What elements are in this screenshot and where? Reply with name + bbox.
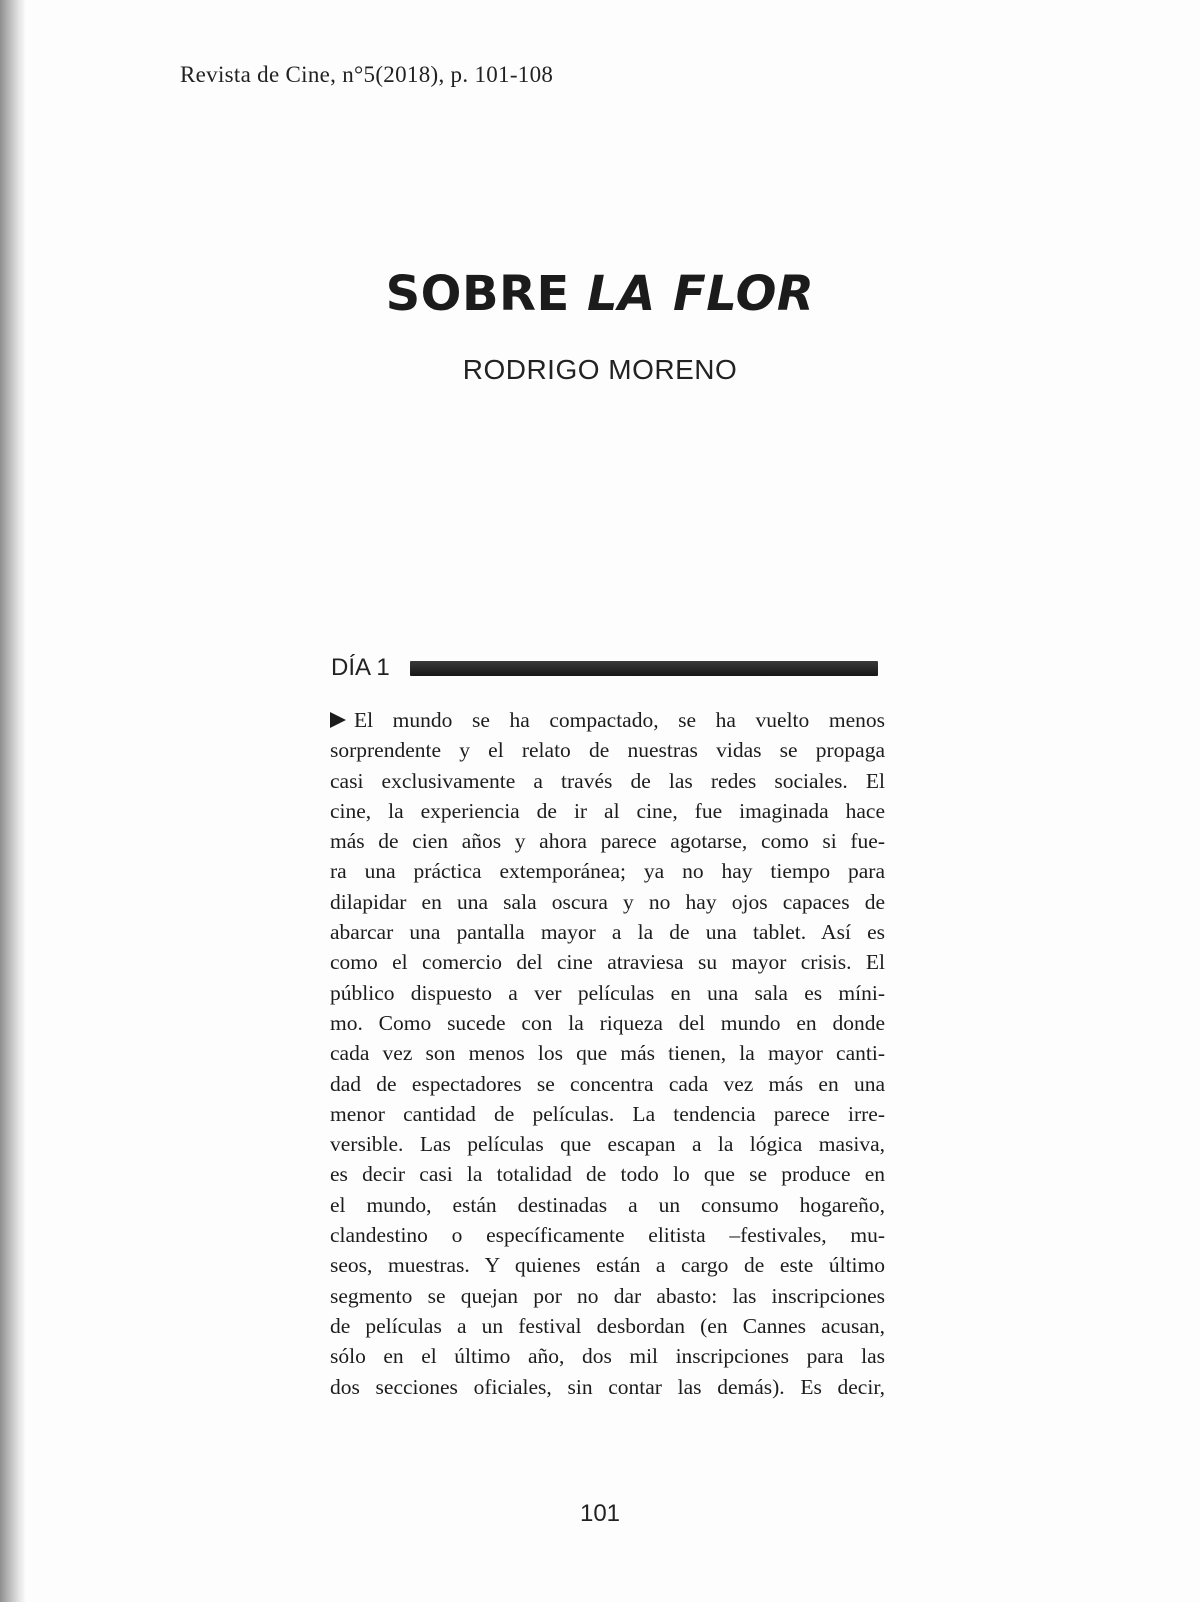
section-label: DÍA 1 (331, 654, 390, 681)
body-line: sólo en el último año, dos mil inscripciones para las (330, 1344, 885, 1369)
body-line: cine, la experiencia de ir al cine, fue imaginada hace (330, 798, 885, 823)
body-line: dos secciones oficiales, sin contar las demás). Es decir, (330, 1374, 885, 1399)
body-line: seos, muestras. Y quienes están a cargo de este último (330, 1253, 885, 1278)
body-line: como el comercio del cine atraviesa su mayor crisis. El (330, 950, 885, 975)
body-line: segmento se quejan por no dar abasto: las inscripciones (330, 1283, 885, 1308)
article-title (0, 266, 1200, 322)
body-line: dad de espectadores se concentra cada vez más en una (330, 1071, 885, 1096)
body-line: sorprendente y el relato de nuestras vidas se propaga (330, 738, 885, 763)
section-rule (410, 661, 878, 676)
body-line: abarcar una pantalla mayor a la de una tablet. Así es (330, 920, 885, 945)
body-line: casi exclusivamente a través de las redes sociales. El (330, 768, 885, 793)
body-line: El mundo se ha compactado, se ha vuelto menos (330, 705, 885, 735)
body-line: cada vez son menos los que más tienen, la mayor canti- (330, 1041, 885, 1066)
article-title-part1: SOBRE (385, 266, 588, 322)
running-head: Revista de Cine, n°5(2018), p. 101-108 (180, 62, 554, 87)
section-heading (331, 654, 878, 682)
body-line: dilapidar en una sala oscura y no hay ojos capaces de (330, 889, 885, 914)
body-line: es decir casi la totalidad de todo lo que se produce en (330, 1162, 885, 1187)
article-title-italic: LA FLOR (587, 266, 815, 322)
body-line: de películas a un festival desbordan (en Cannes acusan, (330, 1313, 885, 1338)
body-paragraph (330, 705, 885, 1402)
body-line: público dispuesto a ver películas en una sala es míni- (330, 980, 885, 1005)
triangle-arrow-icon (330, 712, 346, 728)
body-line: el mundo, están destinadas a un consumo hogareño, (330, 1192, 885, 1217)
body-line: mo. Como sucede con la riqueza del mundo en donde (330, 1010, 885, 1035)
article-author: RODRIGO MORENO (462, 354, 738, 385)
body-line: ra una práctica extemporánea; ya no hay tiempo para (330, 859, 885, 884)
body-line: versible. Las películas que escapan a la lógica masiva, (330, 1132, 885, 1157)
body-line: clandestino o específicamente elitista –festivales, mu- (330, 1223, 885, 1248)
body-line: más de cien años y ahora parece agotarse, como si fue- (330, 829, 885, 854)
binding-shadow (0, 0, 26, 1602)
body-line: menor cantidad de películas. La tendencia parece irre- (330, 1101, 885, 1126)
page-number: 101 (579, 1500, 621, 1527)
